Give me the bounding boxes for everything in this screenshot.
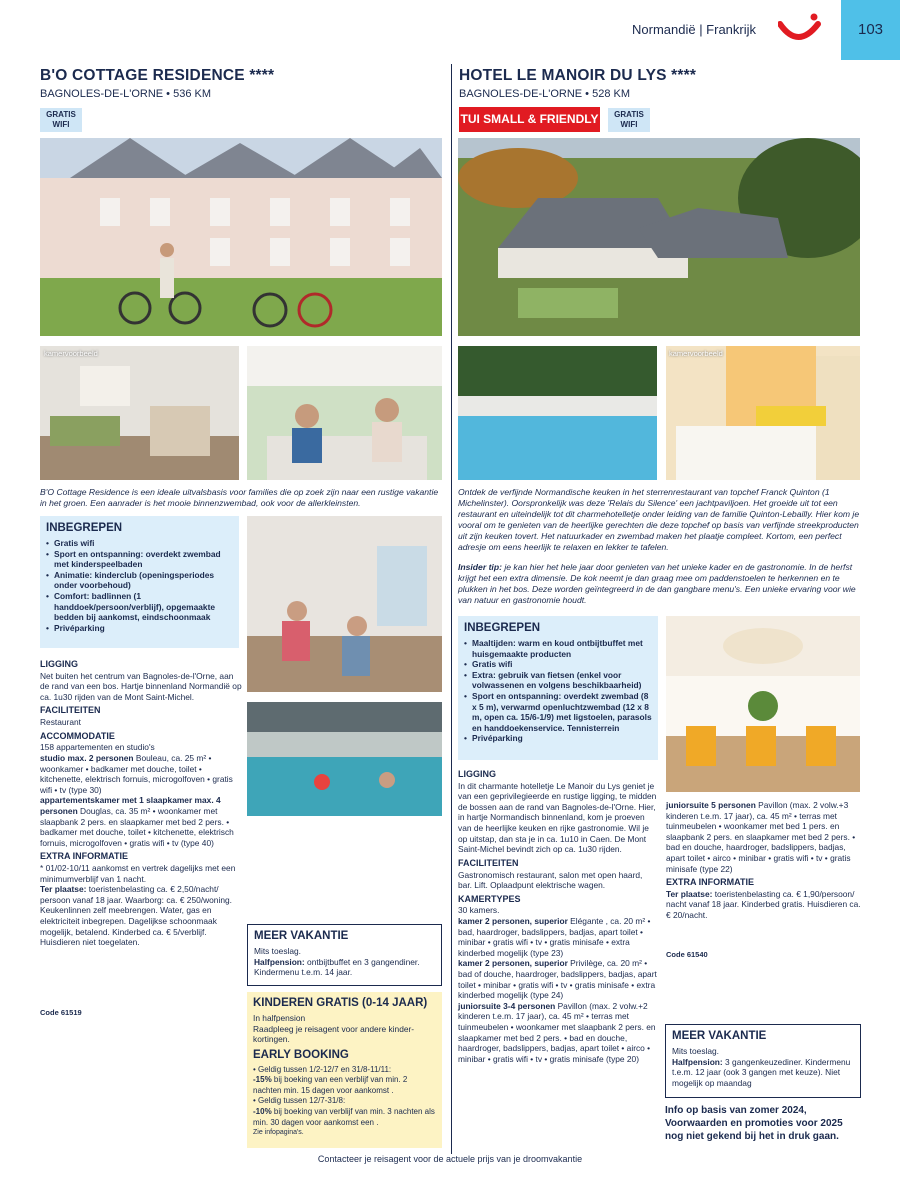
included-item: • Gratis wifi (46, 538, 233, 549)
outdoor-pool-photo (458, 346, 657, 480)
intro-right: Ontdek de verfijnde Normandische keuken in het sterrenrestaurant van topchef Franck Quinton (1 Michelinster). Oorspronkelijk was deze 'Relais du Silence' een jachtpaviljoen. Het groeide uit tot een restaurant en uiteindelijk tot dit charmehotelletje onder leiding van de familie Quinton-Lebailly. Hier kom je vooral om te genieten van de heerlijke gerechten die deze topchef op basis van verfijnde streekproducten uit zijn keuken tovert. Het natuurkader en zwembad maken het plaatje compleet. Kortom, een perfect adresje om eens heerlijk te relaxen en lekker te tafelen. (458, 487, 860, 552)
footer-text: Contacteer je reisagent voor de actuele prijs van je droomvakantie (317, 1154, 583, 1164)
column-divider (451, 64, 452, 1154)
included-item: • Comfort: badlinnen (1 handdoek/persoon/verblijf), opgemaakte bedden bij aankomst, eindschoonmaak (46, 591, 233, 623)
included-box-right: INBEGREPEN • Maaltijden: warm en koud ontbijtbuffet met huisgemaakte producten • Gratis wifi • Extra: gebruik van fietsen (enkel voor volwassenen en volgens beschikbaarheid) • Sport en ontspanning: overdekt zwembad (8 x 5 m), verwarmd openluchtzwembad (12 x 8 m, open ca. 15/6-1/9) met ligstoelen, parasols en handdoekenservice. Tennisterrein • Privéparking (458, 616, 658, 760)
meer-vakantie-box-left: MEER VAKANTIE Mits toeslag. Halfpension: ontbijtbuffet en 3 gangendiner. Kindermenu t.e.m. 14 jaar. (247, 924, 442, 986)
included-box-left (40, 516, 239, 648)
bedroom-photo (666, 346, 860, 480)
included-item: • Sport en ontspanning: overdekt zwembad (8 x 5 m), verwarmd openluchtzwembad (12 x 8 m, open ca. 15/6-1/9) met ligstoelen, parasols en handdoekenservice. Tennisterrein (464, 691, 652, 733)
location-right: BAGNOLES-DE-L'ORNE • 528 KM (459, 88, 630, 100)
included-item: • Privéparking (464, 733, 652, 744)
hotel-title-right: HOTEL LE MANOIR DU LYS **** (459, 67, 697, 84)
included-item: • Sport en ontspanning: overdekt zwembad met kinderspeelbaden (46, 549, 233, 570)
insider-tip: Insider tip: je kan hier het hele jaar door genieten van het unieke kader en de gastronomie. In de herfst krijgt het een extra dimensie. De kok neemt je dan graag mee om paddenstoelen te herkennen en te plukken in het bos. Deze worden geïntegreerd in de dan gangbare menu's. Een unieke ervaring voor wie van natuur en gastronomie houdt. (458, 562, 856, 605)
kids-play-photo (247, 516, 442, 692)
details-right-2: juniorsuite 5 personen Pavillon (max. 2 volw.+3 kinderen t.e.m. 17 jaar), ca. 45 m² • terras met tuinmeubelen • woonkamer met bed 1 pers. en slaapbank 2 pers. en slaapkamer met bed 2 pers. • bad en douche, haardroger, badslippers, badjas, apart toilet • airco • minibar • gratis wifi • tv • gratis minisafe (type 22) EXTRA INFORMATIE Ter plaatse: toeristenbelasting ca. € 1,90/persoon/ nacht vanaf 18 jaar. Kinderbed gratis. Huisdieren ca. € 20/nacht. (666, 800, 861, 921)
meer-vakantie-box-right: MEER VAKANTIE Mits toeslag. Halfpension: 3 gangenkeuzediner. Kindermenu t.e.m. 12 jaar (ook 3 gangen met keuze). Niet mogelijk op maandag (665, 1024, 861, 1098)
info-note: Info op basis van zomer 2024, Voorwaarden en promoties voor 2025 nog niet gekend bij het in druk gaan. (665, 1105, 843, 1142)
tui-small-friendly-label: TUI SMALL & FRIENDLY (459, 107, 600, 132)
hotel-title-left: B'O COTTAGE RESIDENCE **** (40, 67, 275, 84)
details-right: LIGGING In dit charmante hotelletje Le Manoir du Lys geniet je van een geprivilegieerde en rustige ligging, te midden de bossen aan de rand van Bagnoles-de-l'Orne. Hier, in hartje Normandisch binnenland, kom je proeven van de heerlijke keuken en rijke gastronomie. Wil je op uitstap, dan sta je in ca. 1u10 in Caen. De Mont Saint-Michel bevindt zich op ca. 1u30 rijden. FACILITEITEN Gastronomisch restaurant, salon met open haard, bar. Lift. Oplaadpunt elektrische wagen. KAMERTYPES 30 kamers. kamer 2 personen, superior Elégante , ca. 20 m² • bad, haardroger, badslippers, badjas, apart toilet • minibar • gratis wifi • tv • gratis minisafe • extra kinderbed mogelijk (type 23) kamer 2 personen, superior Privilège, ca. 20 m² • bad of douche, haardroger, badslippers, badjas, apart toilet • minibar • gratis wifi • tv • gratis minisafe • extra kinderbed mogelijk (type 24) juniorsuite 3-4 personen Pavillon (max. 2 volw.+2 kinderen t.e.m. 17 jaar), ca. 45 m² • terras met tuinmeubelen • woonkamer met slaapbank 2 pers. en slaapkamer met bed 2 pers. • bad en douche, haardroger, badslippers, badjas, apart toilet • airco • minibar • gratis wifi • tv • gratis minisafe (type 20) (458, 769, 657, 1064)
included-title-left: INBEGREPEN (46, 522, 123, 534)
location-left: BAGNOLES-DE-L'ORNE • 536 KM (40, 88, 211, 100)
indoor-pool-photo-left (247, 702, 442, 816)
details-left: LIGGING Net buiten het centrum van Bagnoles-de-l'Orne, aan de rand van een bos. Hartje binnenland Normandië op ca. 1u30 rijden van de Mont Saint-Michel. FACILITEITEN Restaurant ACCOMMODATIE 158 appartementen en studio's studio max. 2 personen Bouleau, ca. 25 m² • woonkamer • badkamer met douche, toilet • kitchenette, elektrisch fornuis, microgolfoven • gratis wifi • tv (type 30) appartementskamer met 1 slaapkamer max. 4 personen Douglas, ca. 35 m² • woonkamer met slaapbank 2 pers. en slaapkamer met bed 2 pers. • badkamer met douche, toilet • kitchenette, elektrisch fornuis, microgolfoven • gratis wifi • tv (type 40) EXTRA INFORMATIE * 01/02-10/11 aankomst en vertrek dagelijks met een minimumverblijf van 1 nacht. Ter plaatse: toeristenbelasting ca. € 2,50/nacht/ persoon vanaf 18 jaar. Waarborg: ca. € 250/woning. Keukenlinnen zelf meebrengen. Water, gas en elektriciteit inbegrepen. Dagelijkse schoonmaak mogelijk, betalend. Kinderbed ca. € 5/verblijf. Huisdieren niet toegelaten. (40, 659, 242, 948)
page-number: 103 (841, 0, 900, 60)
included-item: • Maaltijden: warm en koud ontbijtbuffet met huisgemaakte producten (464, 638, 652, 659)
apartment-interior-photo (40, 346, 239, 480)
restaurant-photo (666, 616, 860, 792)
family-breakfast-photo (247, 346, 442, 480)
wifi-badge-right: GRATIS WIFI (608, 108, 650, 132)
room-caption-right: kamervoorbeeld (669, 349, 723, 358)
included-item: • Extra: gebruik van fietsen (enkel voor volwassenen en volgens beschikbaarheid) (464, 670, 652, 691)
intro-left: B'O Cottage Residence is een ideale uitvalsbasis voor families die op zoek zijn naar een rustige vakantie in het groen. Een aanrader is het mooie binnenzwembad, ook voor de allerkleinsten. (40, 487, 439, 508)
included-item: • Privéparking (46, 623, 233, 634)
cottage-exterior-photo (40, 138, 442, 336)
included-item: • Gratis wifi (464, 659, 652, 670)
room-caption-left: kamervoorbeeld (44, 349, 98, 358)
manor-aerial-photo (458, 138, 860, 336)
included-item: • Animatie: kinderclub (openingsperiodes onder voorbehoud) (46, 570, 233, 591)
code-right: Code 61540 (666, 950, 708, 959)
tui-smile-logo (778, 12, 822, 46)
promo-box-left: KINDEREN GRATIS (0-14 JAAR) In halfpension Raadpleeg je reisagent voor andere kinder-kortingen. EARLY BOOKING • Geldig tussen 1/2-12/7 en 31/8-11/11: -15% bij boeking van een verblijf van min. 2 nachten min. 15 dagen voor aankomst . • Geldig tussen 12/7-31/8: -10% bij boeking van verblijf van min. 3 nachten als min. 30 dagen voor aankomst een . Zie infopagina's. (247, 992, 442, 1148)
wifi-badge-left: GRATIS WIFI (40, 108, 82, 132)
region-label: Normandië | Frankrijk (632, 22, 757, 37)
code-left: Code 61519 (40, 1008, 82, 1017)
